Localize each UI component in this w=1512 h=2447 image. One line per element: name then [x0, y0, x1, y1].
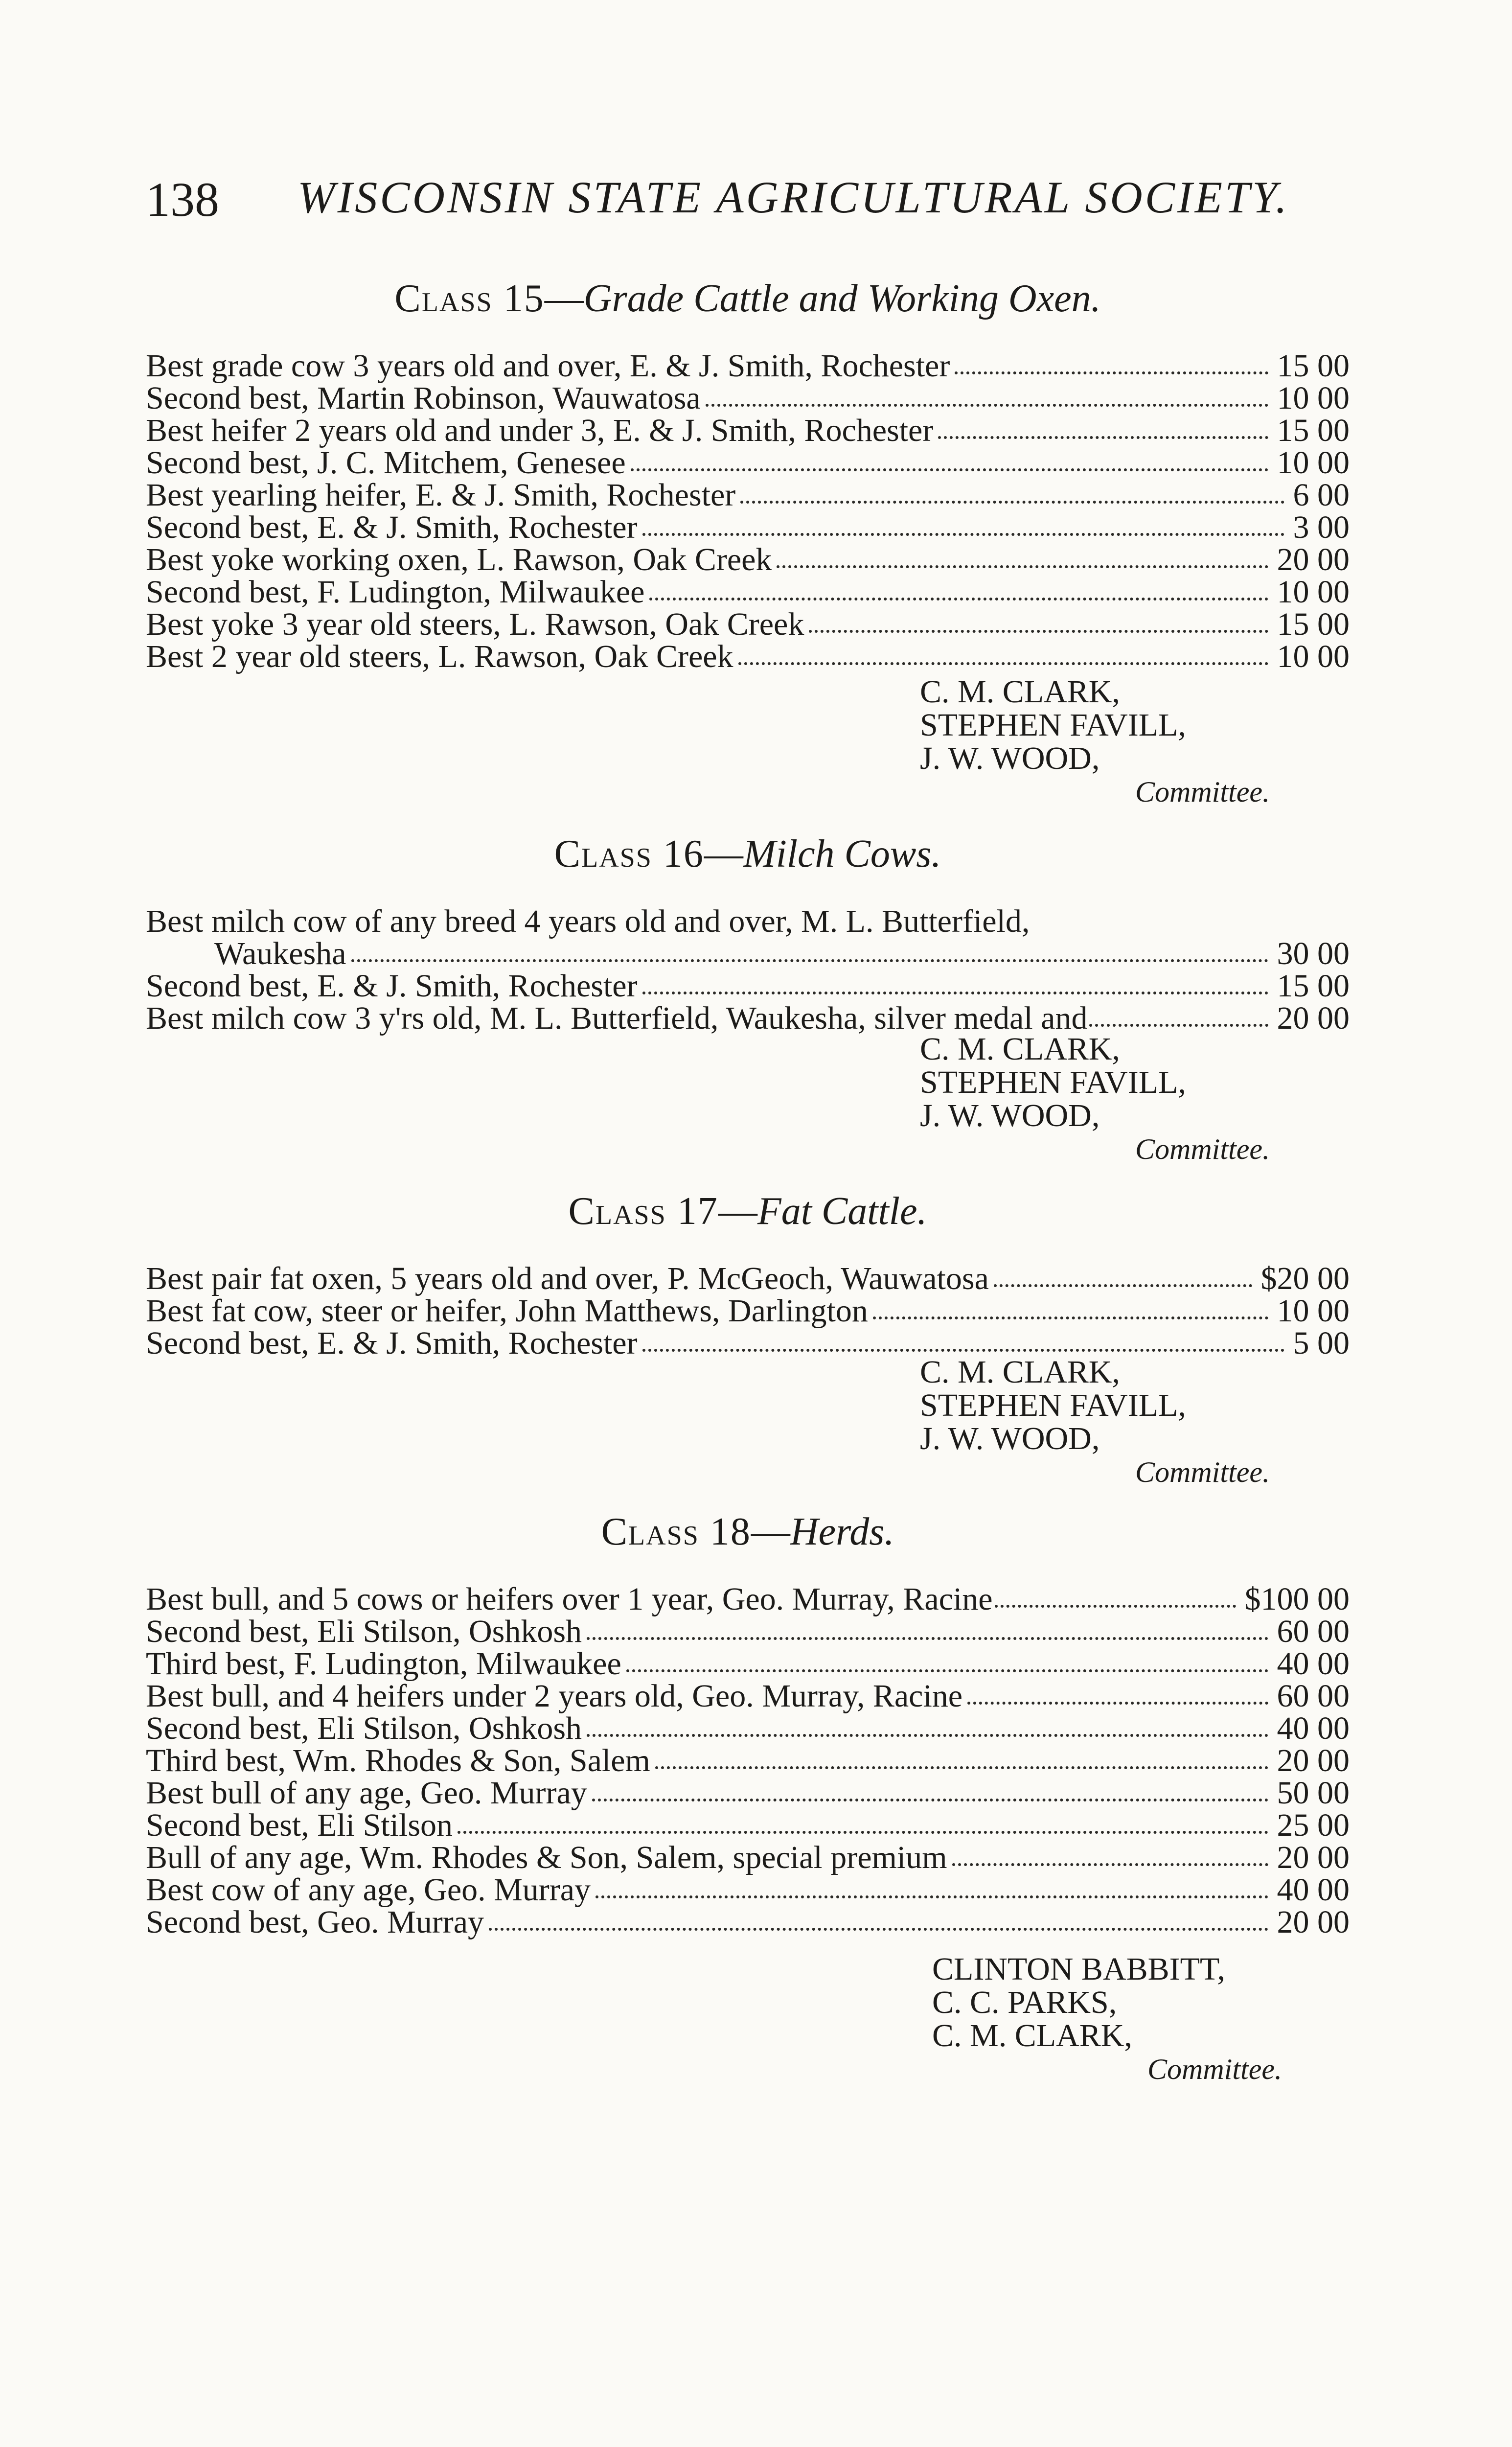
committee-member: STEPHEN FAVILL,: [920, 1387, 1186, 1423]
class-title: Class 18—Herds.: [601, 1510, 894, 1553]
class-title: Class 17—Fat Cattle.: [568, 1190, 927, 1233]
premium-entry: [146, 1327, 1350, 1360]
page-number: 138: [146, 172, 219, 227]
entry-amount: 15 00: [1277, 968, 1350, 1004]
entry-amount: 10 00: [1277, 445, 1350, 481]
premium-entry: [146, 641, 1350, 673]
committee-role: Committee.: [1135, 1133, 1270, 1165]
committee-member: CLINTON BABBITT,: [932, 1951, 1225, 1987]
entry-amount: 40 00: [1277, 1646, 1350, 1682]
premium-entry: [146, 1777, 1350, 1809]
dot-leader: [873, 1316, 1268, 1319]
dot-leader: [777, 565, 1268, 568]
dot-leader: [596, 1895, 1268, 1898]
entry-label: Second best, E. & J. Smith, Rochester: [146, 1325, 638, 1361]
dot-leader: [642, 533, 1284, 536]
entry-label: Best yoke 3 year old steers, L. Rawson, Oak Creek: [146, 606, 804, 642]
entry-amount: 3 00: [1293, 509, 1350, 545]
dot-leader: [1089, 1024, 1268, 1027]
premium-entry: [146, 938, 1350, 970]
premium-entry: [146, 1712, 1350, 1745]
premium-entry: [146, 382, 1350, 415]
entry-label: Best yearling heifer, E. & J. Smith, Rochester: [146, 477, 736, 513]
dot-leader: [967, 1702, 1268, 1705]
premium-entry: [146, 1745, 1350, 1777]
entry-label: Best heifer 2 years old and under 3, E. & J. Smith, Rochester: [146, 413, 934, 448]
class-17-section: [146, 1187, 1350, 1360]
dot-leader: [994, 1284, 1252, 1287]
premium-entry: [146, 1002, 1350, 1035]
dot-leader: [706, 404, 1268, 407]
entry-amount: 20 00: [1277, 1840, 1350, 1875]
entry-label: Best yoke working oxen, L. Rawson, Oak Creek: [146, 542, 772, 577]
running-title: WISCONSIN STATE AGRICULTURAL SOCIETY.: [298, 172, 1289, 222]
premium-entry: [146, 576, 1350, 608]
committee-signature: [920, 1033, 1270, 1166]
committee-member: C. M. CLARK,: [920, 1031, 1120, 1067]
entry-label: Third best, Wm. Rhodes & Son, Salem: [146, 1743, 650, 1778]
page-header: [146, 171, 1330, 235]
entry-label: Best cow of any age, Geo. Murray: [146, 1872, 591, 1908]
class-label: Class 16: [554, 832, 704, 876]
committee-member: STEPHEN FAVILL,: [920, 707, 1186, 743]
premium-entry: [146, 544, 1350, 576]
entry-amount: 60 00: [1277, 1678, 1350, 1714]
premium-entry: [146, 608, 1350, 641]
dot-leader: [738, 662, 1268, 665]
entry-amount: 6 00: [1293, 477, 1350, 513]
class-title: Class 15—Grade Cattle and Working Oxen.: [394, 277, 1101, 320]
dot-leader: [592, 1799, 1268, 1801]
dot-leader: [351, 959, 1268, 962]
entry-amount: 30 00: [1277, 936, 1350, 971]
premium-entry: [146, 479, 1350, 511]
entry-label: Second best, J. C. Mitchem, Genesee: [146, 445, 626, 481]
committee-member: J. W. WOOD,: [920, 1098, 1100, 1133]
entry-label: Second best, Eli Stilson: [146, 1807, 453, 1843]
premium-entry: [146, 511, 1350, 544]
committee-member: C. M. CLARK,: [920, 1354, 1120, 1390]
entry-label: Third best, F. Ludington, Milwaukee: [146, 1646, 621, 1682]
entry-amount: 20 00: [1277, 542, 1350, 577]
committee-member: C. C. PARKS,: [932, 1985, 1117, 2020]
class-label: Class 15: [394, 277, 545, 320]
premium-entry: [146, 1648, 1350, 1680]
class-18-section: [146, 1507, 1350, 1939]
dot-leader: [952, 1863, 1268, 1866]
premium-entry: [146, 1583, 1350, 1616]
dot-leader: [642, 1349, 1284, 1352]
entry-label: Second best, E. & J. Smith, Rochester: [146, 968, 638, 1004]
entry-amount: 50 00: [1277, 1775, 1350, 1811]
premium-entry: [146, 1809, 1350, 1842]
entry-amount: 10 00: [1277, 639, 1350, 674]
entry-amount: 25 00: [1277, 1807, 1350, 1843]
committee-member: J. W. WOOD,: [920, 740, 1100, 776]
entry-label: Second best, Eli Stilson, Oshkosh: [146, 1710, 582, 1746]
dot-leader: [995, 1605, 1236, 1608]
entry-label: Waukesha: [214, 936, 346, 971]
entry-amount: 5 00: [1293, 1325, 1350, 1361]
entry-label: Second best, F. Ludington, Milwaukee: [146, 574, 645, 610]
entry-amount: 10 00: [1277, 380, 1350, 416]
committee-role: Committee.: [1135, 1456, 1270, 1488]
premium-entry: [146, 1295, 1350, 1327]
dot-leader: [740, 501, 1284, 504]
premium-entry: [146, 1906, 1350, 1939]
entry-amount: $100 00: [1244, 1581, 1350, 1617]
premium-entry: [146, 447, 1350, 479]
class-title: Class 16—Milch Cows.: [554, 832, 941, 876]
premium-entry-first-line: Best milch cow of any breed 4 years old and over, M. L. Butterfield,: [146, 903, 1030, 939]
entry-label: Best milch cow 3 y'rs old, M. L. Butterfield, Waukesha, silver medal and: [146, 1000, 1088, 1036]
entry-amount: $20 00: [1260, 1261, 1350, 1296]
dot-leader: [809, 630, 1268, 633]
committee-member: J. W. WOOD,: [920, 1421, 1100, 1456]
committee-member: C. M. CLARK,: [920, 674, 1120, 710]
dot-leader: [655, 1766, 1268, 1769]
dot-leader: [626, 1669, 1268, 1672]
class-label: Class 17: [568, 1190, 718, 1233]
premium-entry: [146, 1874, 1350, 1906]
committee-role: Committee.: [1147, 2053, 1282, 2085]
dot-leader: [489, 1928, 1268, 1931]
entry-label: Second best, E. & J. Smith, Rochester: [146, 509, 638, 545]
premium-entry: [146, 970, 1350, 1002]
premium-entry: [146, 350, 1350, 382]
entry-amount: 10 00: [1277, 1293, 1350, 1329]
dot-leader: [649, 598, 1268, 600]
dot-leader: [631, 468, 1268, 471]
committee-signature: [920, 675, 1270, 808]
entry-amount: 20 00: [1277, 1743, 1350, 1778]
entry-label: Second best, Eli Stilson, Oshkosh: [146, 1614, 582, 1649]
premium-entry: [146, 1263, 1350, 1295]
class-16-section: [146, 830, 1350, 1035]
class-subject: Milch Cows.: [743, 832, 941, 876]
premium-entry: [146, 1680, 1350, 1712]
entry-amount: 10 00: [1277, 574, 1350, 610]
class-15-section: [146, 274, 1350, 673]
dot-leader: [587, 1734, 1268, 1737]
class-subject: Herds.: [790, 1510, 894, 1553]
class-subject: Fat Cattle.: [757, 1190, 927, 1233]
entry-label: Best bull, and 4 heifers under 2 years old, Geo. Murray, Racine: [146, 1678, 963, 1714]
entry-amount: 20 00: [1277, 1000, 1350, 1036]
entry-label: Best fat cow, steer or heifer, John Matthews, Darlington: [146, 1293, 868, 1329]
entry-label: Best grade cow 3 years old and over, E. & J. Smith, Rochester: [146, 348, 950, 384]
class-label: Class 18: [601, 1510, 751, 1553]
entry-label: Best pair fat oxen, 5 years old and over, P. McGeoch, Wauwatosa: [146, 1261, 989, 1296]
entry-amount: 15 00: [1277, 413, 1350, 448]
entry-label: Second best, Martin Robinson, Wauwatosa: [146, 380, 701, 416]
entry-label: Second best, Geo. Murray: [146, 1904, 484, 1940]
entry-amount: 15 00: [1277, 606, 1350, 642]
committee-signature: [920, 1356, 1270, 1489]
entry-amount: 60 00: [1277, 1614, 1350, 1649]
premium-entry: [146, 415, 1350, 447]
entry-label: Bull of any age, Wm. Rhodes & Son, Salem, special premium: [146, 1840, 947, 1875]
entry-amount: 40 00: [1277, 1710, 1350, 1746]
entry-label: Best 2 year old steers, L. Rawson, Oak Creek: [146, 639, 733, 674]
dot-leader: [642, 992, 1268, 994]
committee-role: Committee.: [1135, 776, 1270, 808]
committee-signature: [932, 1953, 1282, 2086]
premium-entry: [146, 1616, 1350, 1648]
committee-member: STEPHEN FAVILL,: [920, 1064, 1186, 1100]
entry-amount: 40 00: [1277, 1872, 1350, 1908]
premium-entry: [146, 1842, 1350, 1874]
entry-amount: 15 00: [1277, 348, 1350, 384]
entry-amount: 20 00: [1277, 1904, 1350, 1940]
dot-leader: [587, 1637, 1268, 1640]
class-subject: Grade Cattle and Working Oxen.: [583, 277, 1101, 320]
committee-member: C. M. CLARK,: [932, 2018, 1132, 2054]
entry-label: Best bull, and 5 cows or heifers over 1 year, Geo. Murray, Racine: [146, 1581, 993, 1617]
dot-leader: [955, 371, 1268, 374]
entry-label: Best bull of any age, Geo. Murray: [146, 1775, 587, 1811]
dot-leader: [458, 1831, 1268, 1834]
dot-leader: [938, 436, 1268, 439]
